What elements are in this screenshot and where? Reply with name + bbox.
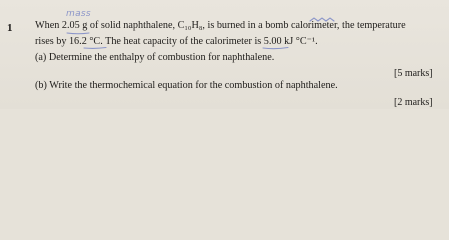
part-a-marks: [5 marks]	[394, 68, 433, 79]
part-b-text: (b) Write the thermochemical equation for the combustion of naphthalene.	[35, 80, 338, 91]
underline-mass	[67, 33, 89, 34]
question-number: 1	[7, 22, 13, 34]
part-a-text: (a) Determine the enthalpy of combustion for naphthalene.	[35, 52, 275, 63]
handwritten-annotation: mass	[66, 9, 91, 19]
question-stem-line-1: When 2.05 g of solid naphthalene, C₁₀H₈, is burned in a bomb calorimeter, the temperature	[35, 20, 406, 31]
worksheet	[0, 0, 449, 109]
part-b-marks: [2 marks]	[394, 97, 433, 108]
question-stem-line-2: rises by 16.2 °C. The heat capacity of the calorimeter is 5.00 kJ °C⁻¹.	[35, 36, 318, 47]
